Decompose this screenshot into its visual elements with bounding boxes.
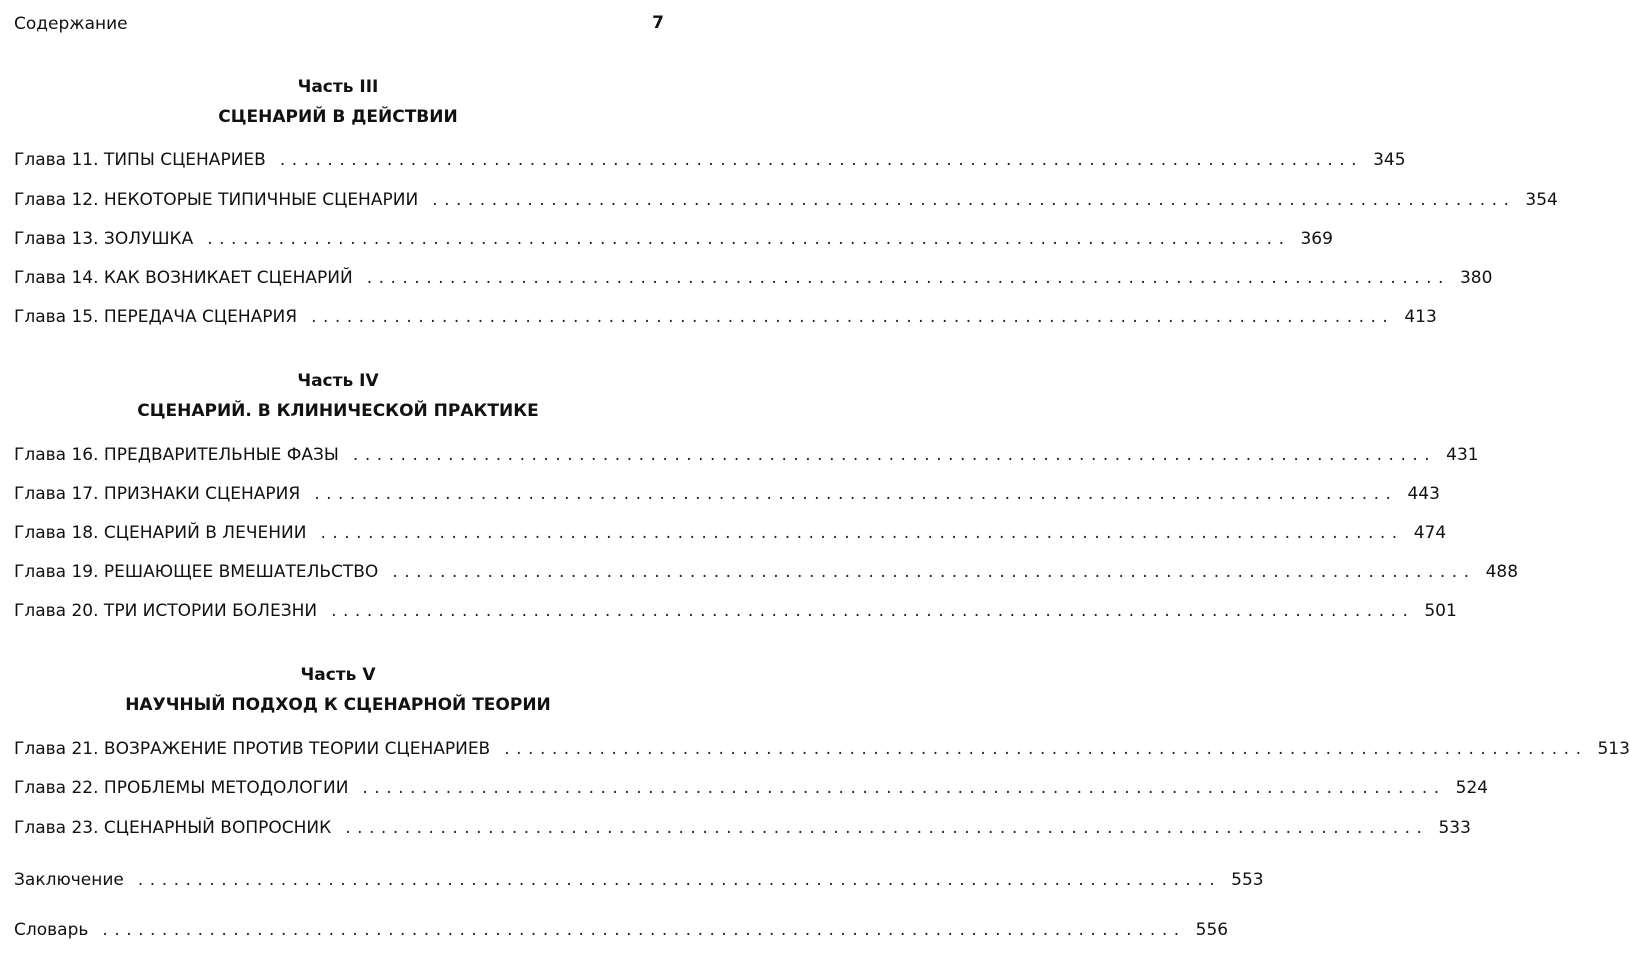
page-number: 7 bbox=[652, 13, 664, 33]
toc-entry[interactable] bbox=[14, 226, 1333, 252]
toc-entry-title: Глава 16. ПРЕДВАРИТЕЛЬНЫЕ ФАЗЫ bbox=[14, 445, 339, 465]
toc-entry-page: 524 bbox=[1455, 778, 1489, 798]
toc-entry-page: 345 bbox=[1373, 150, 1406, 170]
part-label: Часть V bbox=[300, 665, 376, 685]
dot-leader: ........................................................................................... bbox=[314, 484, 1398, 504]
toc-entry-title: Глава 17. ПРИЗНАКИ СЦЕНАРИЯ bbox=[14, 484, 301, 504]
running-title: Содержание bbox=[14, 14, 128, 34]
dot-leader: ........................................................................................... bbox=[504, 739, 1588, 759]
toc-entry[interactable] bbox=[14, 775, 1489, 801]
part-title: СЦЕНАРИЙ В ДЕЙСТВИИ bbox=[218, 107, 458, 127]
toc-entry-title: Глава 11. ТИПЫ СЦЕНАРИЕВ bbox=[14, 150, 266, 170]
toc-entry-title: Словарь bbox=[14, 920, 89, 940]
toc-entry-conclusion[interactable] bbox=[14, 867, 1264, 893]
part-label: Часть IV bbox=[297, 371, 379, 391]
toc-entry-title: Глава 23. СЦЕНАРНЫЙ ВОПРОСНИК bbox=[14, 818, 332, 838]
dot-leader: ........................................................................................... bbox=[207, 229, 1291, 249]
toc-entry[interactable] bbox=[14, 815, 1471, 841]
part-title: НАУЧНЫЙ ПОДХОД К СЦЕНАРНОЙ ТЕОРИИ bbox=[125, 695, 551, 715]
dot-leader: ........................................................................................... bbox=[345, 818, 1429, 838]
dot-leader: ........................................................................................... bbox=[352, 445, 1437, 465]
toc-entry-glossary[interactable] bbox=[14, 917, 1229, 943]
toc-entry-title: Глава 20. ТРИ ИСТОРИИ БОЛЕЗНИ bbox=[14, 601, 318, 621]
toc-entry-title: Глава 22. ПРОБЛЕМЫ МЕТОДОЛОГИИ bbox=[14, 778, 349, 798]
toc-entry[interactable] bbox=[14, 187, 1558, 213]
part-title: СЦЕНАРИЙ. В КЛИНИЧЕСКОЙ ПРАКТИКЕ bbox=[137, 401, 539, 421]
part-label: Часть III bbox=[297, 77, 379, 97]
dot-leader: ........................................................................................... bbox=[102, 920, 1186, 940]
toc-entry-page: 556 bbox=[1195, 920, 1229, 940]
toc-entry-title: Глава 14. КАК ВОЗНИКАЕТ СЦЕНАРИЙ bbox=[14, 268, 353, 288]
toc-entry-title: Глава 18. СЦЕНАРИЙ В ЛЕЧЕНИИ bbox=[14, 523, 307, 543]
running-header bbox=[0, 0, 676, 44]
toc-entry-page: 533 bbox=[1438, 818, 1471, 838]
dot-leader: ........................................................................................... bbox=[320, 523, 1404, 543]
toc-entry-title: Заключение bbox=[14, 870, 124, 890]
toc-entry[interactable] bbox=[14, 520, 1447, 546]
toc-entry-page: 431 bbox=[1446, 445, 1479, 465]
toc-entry-page: 369 bbox=[1300, 229, 1333, 249]
toc-entry-title: Глава 15. ПЕРЕДАЧА СЦЕНАРИЯ bbox=[14, 307, 298, 327]
toc-entry-page: 354 bbox=[1525, 190, 1558, 210]
dot-leader: ........................................................................................... bbox=[432, 190, 1516, 210]
toc-entry-page: 553 bbox=[1231, 870, 1264, 890]
toc-entry-title: Глава 21. ВОЗРАЖЕНИЕ ПРОТИВ ТЕОРИИ СЦЕНАРИЕВ bbox=[14, 739, 491, 759]
dot-leader: ........................................................................................... bbox=[311, 307, 1395, 327]
toc-entry-page: 413 bbox=[1404, 307, 1437, 327]
dot-leader: ........................................................................................... bbox=[362, 778, 1446, 798]
toc-entry[interactable] bbox=[14, 481, 1440, 507]
toc-entry[interactable] bbox=[14, 559, 1519, 585]
toc-entry[interactable] bbox=[14, 736, 1630, 762]
toc-entry[interactable] bbox=[14, 442, 1479, 468]
toc-entry-page: 488 bbox=[1485, 562, 1519, 582]
toc-entry[interactable] bbox=[14, 304, 1437, 330]
dot-leader: ........................................................................................... bbox=[392, 562, 1476, 582]
toc-entry[interactable] bbox=[14, 598, 1457, 624]
toc-entry-page: 501 bbox=[1424, 601, 1457, 621]
part-heading bbox=[0, 76, 676, 128]
toc-entry-page: 513 bbox=[1597, 739, 1630, 759]
toc-entry-page: 474 bbox=[1413, 523, 1447, 543]
dot-leader: ........................................................................................... bbox=[279, 150, 1364, 170]
toc-entry-title: Глава 12. НЕКОТОРЫЕ ТИПИЧНЫЕ СЦЕНАРИИ bbox=[14, 190, 419, 210]
dot-leader: ........................................................................................... bbox=[137, 870, 1222, 890]
toc-entry-page: 443 bbox=[1407, 484, 1440, 504]
toc-entry-title: Глава 19. РЕШАЮЩЕЕ ВМЕШАТЕЛЬСТВО bbox=[14, 562, 379, 582]
toc-entry[interactable] bbox=[14, 265, 1493, 291]
dot-leader: ........................................................................................... bbox=[366, 268, 1450, 288]
part-heading bbox=[0, 664, 676, 716]
toc-entry[interactable] bbox=[14, 147, 1406, 173]
part-heading bbox=[0, 370, 676, 422]
dot-leader: ........................................................................................... bbox=[331, 601, 1415, 621]
toc-entry-title: Глава 13. ЗОЛУШКА bbox=[14, 229, 194, 249]
toc-entry-page: 380 bbox=[1459, 268, 1493, 288]
